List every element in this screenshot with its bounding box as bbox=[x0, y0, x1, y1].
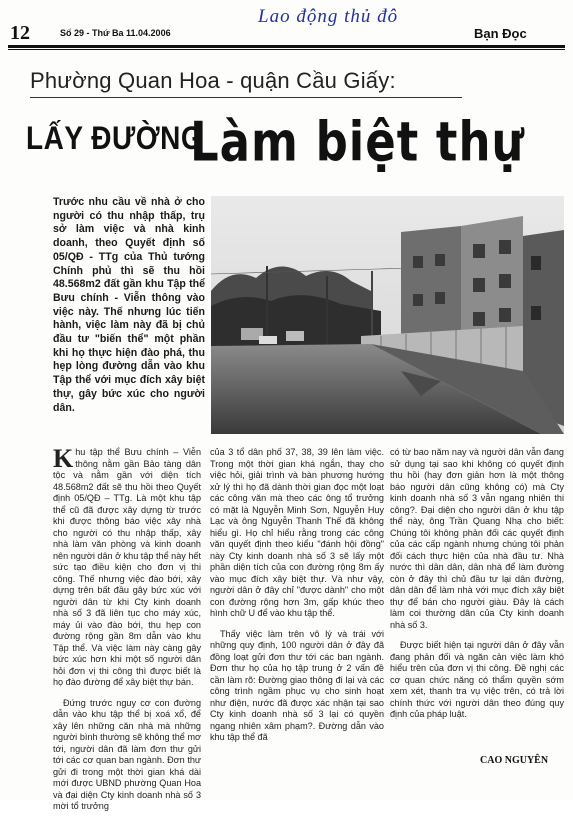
article-column-1 bbox=[53, 444, 201, 822]
col1-paragraph-2: Đứng trước nguy cơ con đường dẫn vào khu tập thể bị xoá xổ, để xây lên những căn nhà mà những người bình thường sẽ không thể mơ tới, người dân đã làm đơn thư gửi tới các cơ quan ban ngành. Đơn thư gửi đi trong một thời gian khá dài mới được UBND phường Quan Hoa và đại diện Cty kinh doanh nhà số 3 mời tổ trưởng bbox=[53, 697, 201, 811]
header-rule bbox=[8, 45, 565, 48]
issue-info: Số 29 - Thứ Ba 11.04.2006 bbox=[60, 28, 171, 38]
article-photo bbox=[211, 196, 564, 434]
drop-cap: K bbox=[53, 444, 74, 473]
col1-p1-text: hu tập thể Bưu chính – Viễn thông nằm gần Bảo tàng dân tộc và nằm gần với diện tích 48.568m2 đất sẽ thu hồi theo Quyết định 05/QĐ – TTg. Là một khu tập thể cũ đã được xây dựng từ trước khi được thông báo việc xây nhà cho người có thu nhập thấp, xây nhà làm văn phòng và kinh doanh nên người dân ở khu tập thể này hết sức tạo điều kiện cho đơn vị thi công. Thế nhưng việc đào bới, xây dựng trên bất đầu gây bức xúc với người dân từ khi Cty kinh doanh nhà số 3 đã liên tục cho máy xúc, máy ủi vào đào bới, thu hẹp con đường rộng gần 8m dẫn vào khu Tập thể. Và việc làm này càng gây bức xúc hơn khi một số người dân hỏi đơn vị thi công thì được biết là họ đào đường để xây biệt thự bán. bbox=[53, 447, 201, 687]
headline-big: Làm biệt thự bbox=[190, 110, 525, 174]
article-column-3 bbox=[390, 447, 564, 730]
article-kicker: Phường Quan Hoa - quận Cầu Giấy: bbox=[30, 68, 396, 93]
header-rule-thin bbox=[8, 49, 565, 50]
col3-paragraph-2: Được biết hiện tại người dân ở đây vẫn đang phản đối và ngăn cản việc làm khó hiểu trên của đơn vị thi công. Đề nghị các cơ quan chức năng có thẩm quyền sớm xem xét, thanh tra vụ việc trên, có trả lời chính thức với người dân theo đúng quy định của pháp luật. bbox=[390, 640, 564, 719]
article-column-2 bbox=[210, 447, 384, 753]
col3-paragraph-1: có từ bao năm nay và người dân vẫn đang sử dụng tại sao khi không có quyết định thu hồi (hay đơn giản hơn là một thông báo người dân cũng không có) mà Cty kinh doanh nhà số 3 vẫn ngang nhiên thi công?. Đại diện cho người dân ở khu tập thể này, ông Trần Quang Nhạ cho biết: Chúng tôi không phản đối các quyết định của các cấp ngành nhưng chúng tôi phản đối cách thực hiện của nhà đầu tư. Nhà nước thì dân dân, dân nhà để làm đường còn ở đây thì chủ đầu tư lại dân đường, dân dân để làm nhà với mục đích xây biệt thự để bán cho người giàu. Đây là cách làm coi thường dân của Cty kinh doanh nhà số 3. bbox=[390, 447, 564, 630]
col1-paragraph-1 bbox=[53, 444, 201, 689]
handwritten-note: Lao động thủ đô bbox=[258, 6, 399, 27]
kicker-underline bbox=[30, 97, 462, 98]
col2-paragraph-2: Thấy việc làm trên vô lý và trái với những quy định, 100 người dân ở đây đã đồng loạt gửi đơn thư tới các ban ngành. Đơn thư họ của họ tập trung ở 2 vấn đề cần làm rõ: Đường giao thông đi lại và các công trình ngầm phục vụ cho sinh hoạt như điện, nước đã được xác nhận tại sao Cty kinh doanh nhà số 3 lại có quyền ngang nhiên xâm phạm?. Đường dẫn vào khu tập thể đã bbox=[210, 628, 384, 742]
lead-paragraph: Trước nhu cầu về nhà ở cho người có thu nhập thấp, trụ sở làm việc và nhà kinh doanh, theo Quyết định số 05/QĐ - TTg của Thủ tướng Chính phủ thì sẽ thu hồi 48.568m2 đất gần khu Tập thể Bưu chính - Viễn thông vào việc này. Thế nhưng lúc tiến hành, việc làm này đã bị chủ đầu tư "biến thể" một phần khi họ thực hiện đào phá, thu hẹp lòng đường dẫn vào khu Tập thể với mục đích xây biệt thự, gây bức xúc cho người dân. bbox=[53, 196, 205, 414]
headline-small: LẤY ĐƯỜNG bbox=[26, 120, 204, 156]
author-signature: CAO NGUYÊN bbox=[480, 755, 549, 766]
page-number: 12 bbox=[10, 22, 30, 44]
section-name: Bạn Đọc bbox=[474, 26, 527, 41]
col2-paragraph-1: của 3 tổ dân phố 37, 38, 39 lên làm việc. Trong một thời gian khá ngắn, thay cho việc hỏi, giải trình và bàn phương hướng xử lý thì họ đã dành thời gian đọc một loạt các công văn mà theo các ông tổ trưởng có mặt là Nguyễn Minh Sơn, Nguyễn Huy Lạc và ông Nguyễn Thanh Thế đã không hiểu gì. Họ chỉ hiểu rằng trong các công văn quyết định theo kiểu "đánh hội đồng" này Cty kinh doanh nhà số 3 sẽ lấy một phần diện tích của con đường rộng 8m ấy vào mục đích xây biệt thự. Và như vậy, người dân ở đây chỉ "được dành" cho một con đường rộng hơn 3m, gấp khúc theo hình chữ U để vào khu tập thể. bbox=[210, 447, 384, 618]
